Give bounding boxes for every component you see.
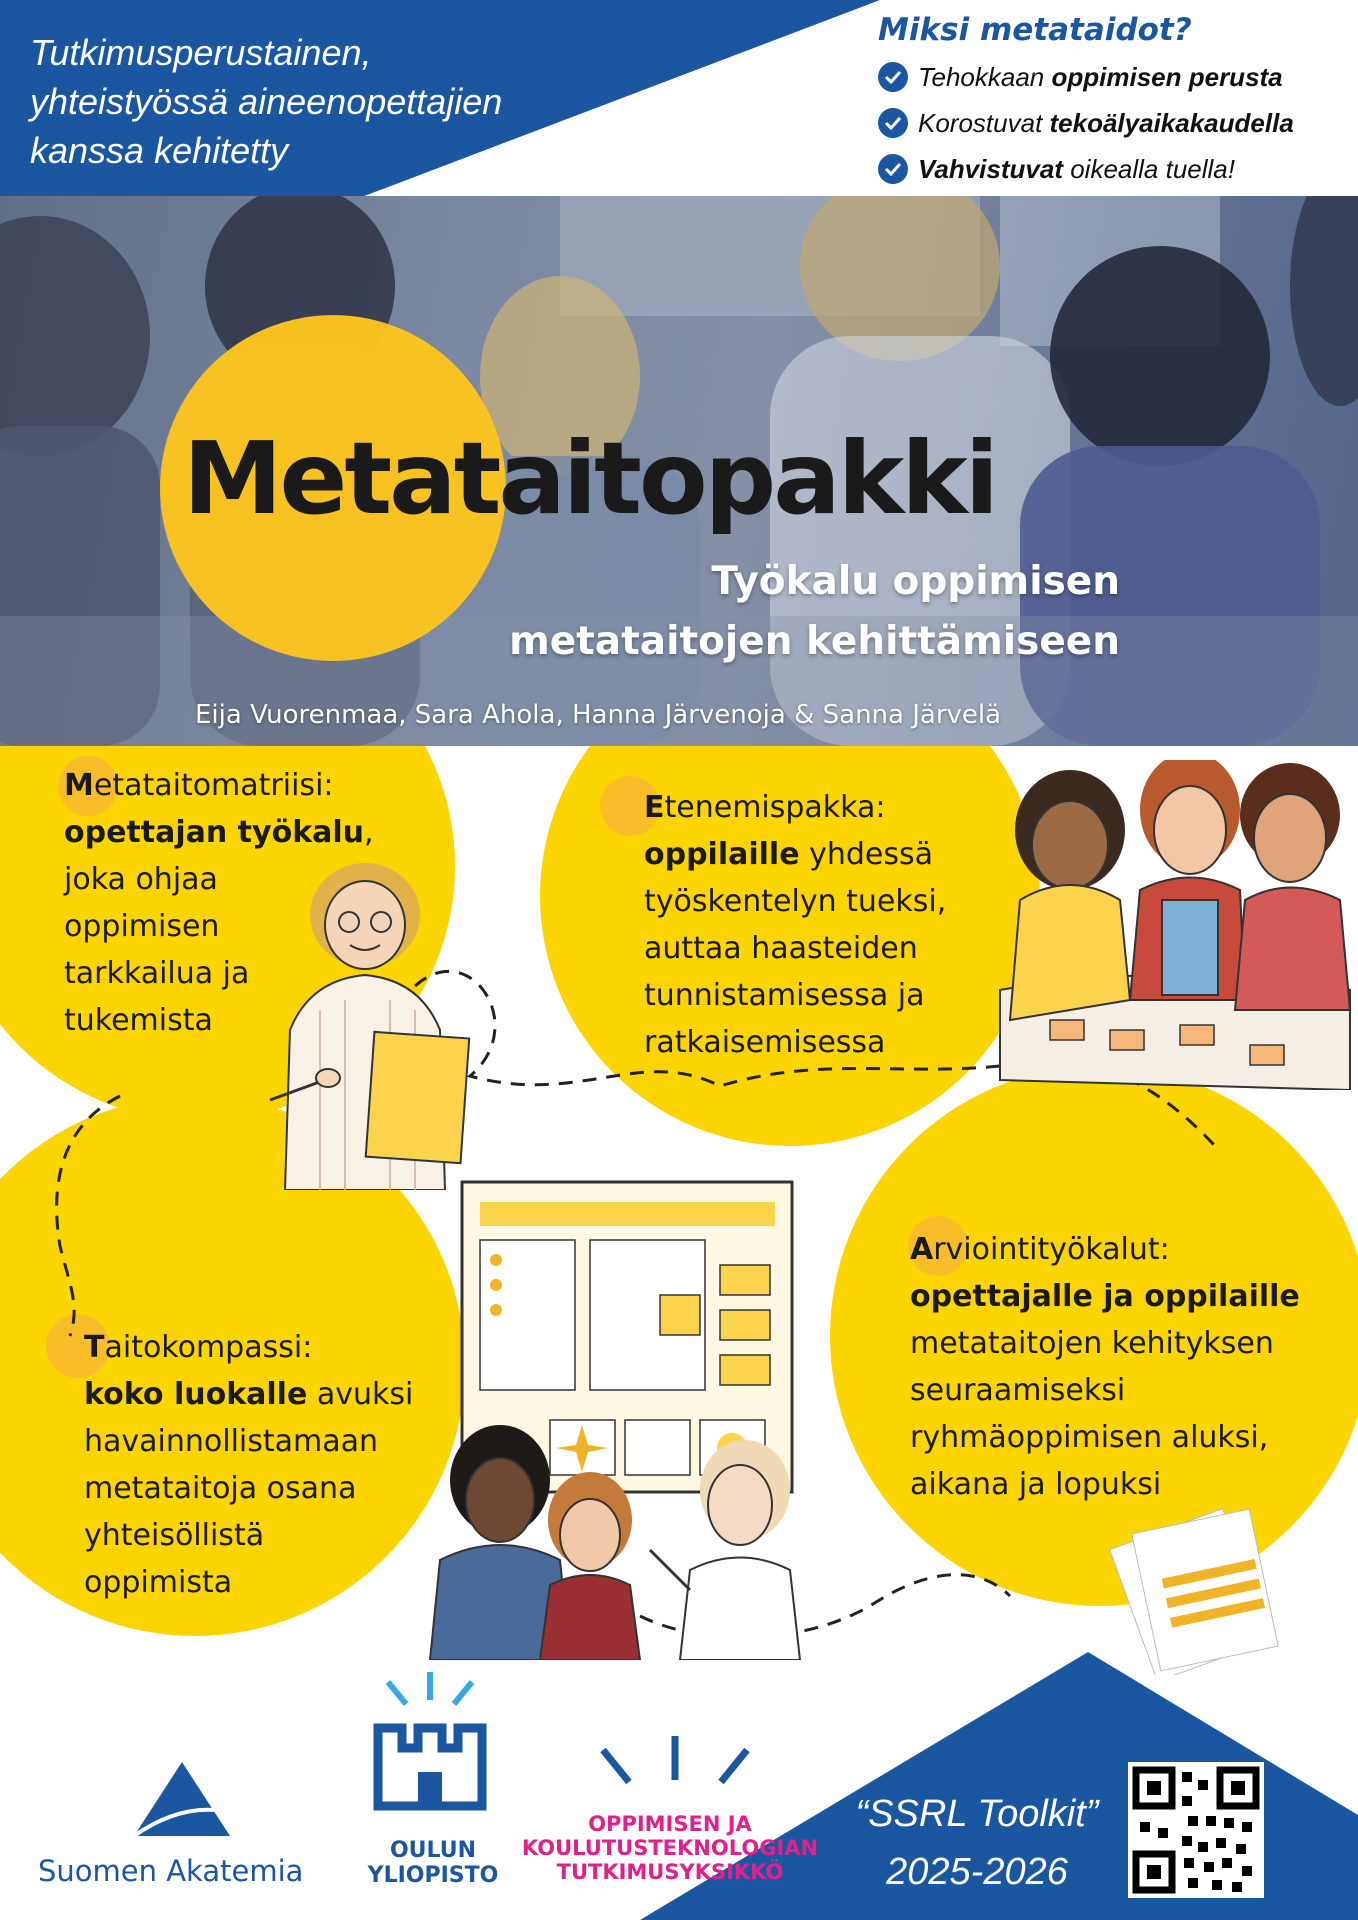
- toolkit-years: 2025-2026: [886, 1851, 1068, 1893]
- tool-assessment-line: [910, 1273, 1350, 1320]
- tool-deck-initial: E: [644, 790, 665, 825]
- tool-matrix-text: ,: [364, 815, 374, 850]
- tool-assessment-line: ryhmäoppimisen aluksi,: [910, 1420, 1269, 1455]
- tool-matrix-line: [64, 809, 394, 856]
- let-logo: [595, 1736, 755, 1806]
- tool-matrix-line: tarkkailua ja: [64, 956, 250, 991]
- intro-line-1: Tutkimusperustainen,: [30, 32, 372, 73]
- tool-deck-heading: [644, 784, 1004, 831]
- oulun-yliopisto-logo: [370, 1668, 490, 1828]
- tool-deck-line: [644, 831, 1004, 878]
- tool-matrix-heading: [64, 762, 394, 809]
- tool-assessment-line: aikana ja lopuksi: [910, 1467, 1162, 1502]
- why-item-bold: Vahvistuvat: [918, 153, 1063, 184]
- tool-deck-line: auttaa haasteiden: [644, 931, 918, 966]
- suomen-akatemia-logo: [132, 1762, 232, 1838]
- tool-assessment-initial: A: [910, 1232, 934, 1267]
- why-title: Miksi metataidot?: [878, 12, 1192, 48]
- tool-assessment-line: metataitojen kehityksen: [910, 1326, 1274, 1361]
- group-illustration: [420, 1410, 840, 1660]
- tool-assessment-heading: [910, 1226, 1350, 1273]
- oulu-line: YLIOPISTO: [367, 1863, 499, 1888]
- let-line: OPPIMISEN JA: [588, 1812, 752, 1836]
- tool-deck-text: yhdessä: [799, 837, 934, 872]
- qr-code-icon[interactable]: [1128, 1762, 1264, 1898]
- why-item-text: Tehokkaan: [918, 61, 1052, 92]
- tool-compass-line: [84, 1371, 464, 1418]
- oulu-line: OULUN: [389, 1838, 477, 1863]
- why-item-text: Korostuvat: [918, 107, 1050, 138]
- suomen-akatemia-name: Suomen Akatemia: [38, 1854, 304, 1888]
- why-item-bold: oppimisen perusta: [1051, 61, 1283, 92]
- tool-deck-line: ratkaisemisessa: [644, 1025, 886, 1060]
- tool-compass-line: havainnollistamaan: [84, 1424, 379, 1459]
- tool-compass-bold: koko luokalle: [84, 1377, 308, 1412]
- subtitle-line-2: metataitojen kehittämiseen: [509, 619, 1120, 664]
- tool-matrix-line: joka ohjaa: [64, 862, 218, 897]
- tool-compass-heading-text: aitokompassi:: [104, 1330, 313, 1365]
- tool-assessment-bold: opettajalle ja oppilaille: [910, 1279, 1300, 1314]
- why-item-text: oikealla tuella!: [1062, 153, 1235, 184]
- tool-matrix-bold: opettajan työkalu: [64, 815, 365, 850]
- let-line: TUTKIMUSYKSIKKÖ: [556, 1860, 784, 1884]
- tool-deck-line: työskentelyn tueksi,: [644, 884, 947, 919]
- page-title: Metataitopakki: [183, 420, 997, 537]
- tool-deck-bold: oppilaille: [644, 837, 800, 872]
- tool-assessment: [910, 1226, 1350, 1508]
- page-subtitle: [420, 552, 1120, 672]
- tool-matrix-initial: M: [64, 768, 94, 803]
- toolkit-label: [852, 1785, 1102, 1901]
- tool-compass-heading: [84, 1324, 464, 1371]
- tool-assessment-line: seuraamiseksi: [910, 1373, 1126, 1408]
- tool-deck-line: tunnistamisessa ja: [644, 978, 925, 1013]
- students-illustration: [990, 760, 1358, 1090]
- intro-line-2: yhteistyössä aineenopettajien: [30, 81, 503, 122]
- tool-compass-initial: T: [84, 1330, 105, 1365]
- tool-compass-line: metataitoja osana: [84, 1471, 357, 1506]
- oulun-yliopisto-name: [358, 1838, 508, 1888]
- tool-matrix-heading-text: etataitomatriisi:: [93, 768, 334, 803]
- toolkit-name: “SSRL Toolkit”: [855, 1793, 1099, 1835]
- let-line: KOULUTUSTEKNOLOGIAN: [521, 1836, 819, 1860]
- tool-matrix-line: oppimisen: [64, 909, 220, 944]
- tool-compass: [84, 1324, 464, 1606]
- tool-matrix: [64, 762, 394, 1044]
- tool-assessment-heading-text: rviointityökalut:: [933, 1232, 1170, 1267]
- tool-matrix-line: tukemista: [64, 1003, 213, 1038]
- tool-compass-line: yhteisöllistä: [84, 1518, 265, 1553]
- why-item-bold: tekoälyaikakaudella: [1049, 107, 1294, 138]
- tool-compass-text: avuksi: [307, 1377, 414, 1412]
- authors: Eija Vuorenmaa, Sara Ahola, Hanna Järvenoja & Sanna Järvelä: [195, 700, 1002, 730]
- tool-deck-heading-text: tenemispakka:: [664, 790, 886, 825]
- intro-line-3: kanssa kehitetty: [30, 130, 289, 171]
- tool-compass-line: oppimista: [84, 1565, 233, 1600]
- let-name: [520, 1812, 820, 1884]
- tool-deck: [644, 784, 1004, 1066]
- subtitle-line-1: Työkalu oppimisen: [711, 559, 1120, 604]
